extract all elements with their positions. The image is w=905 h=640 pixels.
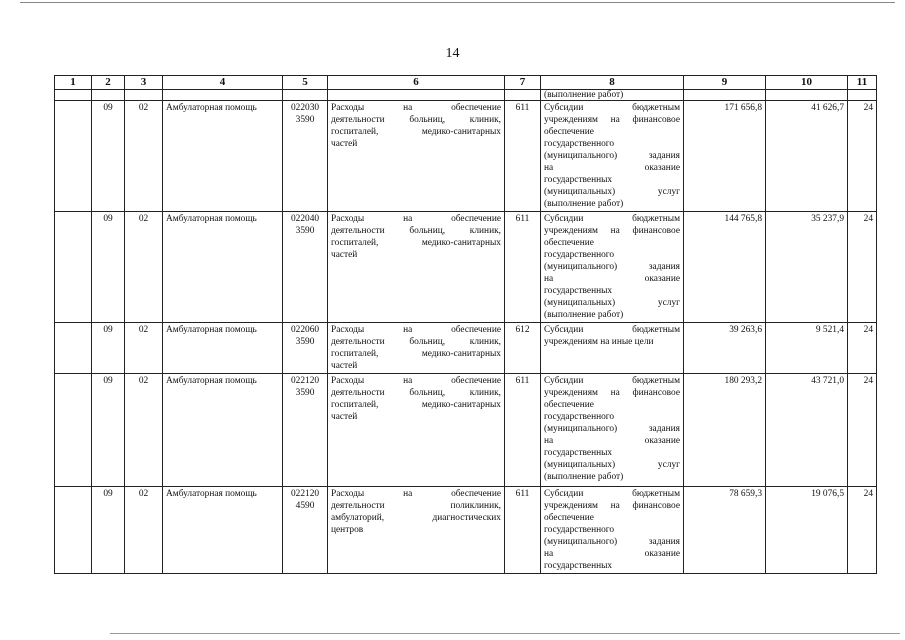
target-article-code-part2: 3590	[295, 388, 315, 398]
subsection-code: 02	[125, 487, 163, 574]
expense-type-name-line: государственного	[544, 139, 615, 149]
section-code: 09	[92, 212, 125, 323]
expense-type-name-line: учреждениям на финансовое	[544, 388, 680, 398]
target-article-code-part1: 022120	[290, 376, 320, 386]
expense-type-name-line: на оказание	[544, 549, 680, 559]
col-header-11: 11	[848, 76, 877, 90]
target-article-code	[283, 323, 328, 374]
expense-type-name-line: учреждениям на финансовое	[544, 115, 680, 125]
amount-col10: 19 076,5	[766, 487, 848, 574]
expense-type-name-line: обеспечение	[544, 238, 594, 248]
table-row	[55, 487, 877, 574]
target-article-name-line: деятельности поликлиник,	[331, 501, 501, 511]
expense-type-name	[541, 487, 684, 574]
target-article-name-line: Расходы на обеспечение	[331, 376, 501, 386]
expense-type-name-line: (муниципального) задания	[544, 537, 680, 547]
target-article-code	[283, 212, 328, 323]
target-article-code-part2: 3590	[295, 115, 315, 125]
target-article-code	[283, 374, 328, 487]
col-header-2: 2	[92, 76, 125, 90]
cell-col1	[55, 323, 92, 374]
col-header-6: 6	[328, 76, 505, 90]
amount-col10: 35 237,9	[766, 212, 848, 323]
percent-col11: 24	[848, 374, 877, 487]
target-article-name-line: деятельности больниц, клиник,	[331, 337, 501, 347]
target-article-code-part2: 3590	[295, 337, 315, 347]
expense-type-name-line: Субсидии бюджетным	[544, 325, 680, 335]
col-header-5: 5	[283, 76, 328, 90]
col-header-7: 7	[505, 76, 541, 90]
col-header-8: 8	[541, 76, 684, 90]
expense-type-name-line: (муниципального) задания	[544, 424, 680, 434]
expense-type-name-line: на оказание	[544, 274, 680, 284]
section-code: 09	[92, 487, 125, 574]
expense-type-name-line: Субсидии бюджетным	[544, 214, 680, 224]
expense-type-name-line: (муниципальных) услуг	[544, 298, 680, 308]
section-code: 09	[92, 101, 125, 212]
expense-type-name-line: государственных	[544, 175, 613, 185]
expense-type-name-line: на оказание	[544, 163, 680, 173]
expense-type-name-line: Субсидии бюджетным	[544, 103, 680, 113]
col-header-9: 9	[684, 76, 766, 90]
top-scan-rule	[20, 2, 895, 3]
expense-type-code: 612	[505, 323, 541, 374]
continuation-row	[55, 90, 877, 101]
cell-col1	[55, 101, 92, 212]
bottom-scan-rule	[110, 633, 900, 634]
expense-type-name-line: государственных	[544, 286, 613, 296]
section-name: Амбулаторная помощь	[163, 374, 283, 487]
section-code: 09	[92, 374, 125, 487]
target-article-name-line: Расходы на обеспечение	[331, 103, 501, 113]
target-article-name	[328, 212, 505, 323]
page-number: 14	[445, 46, 460, 61]
target-article-code-part1: 022120	[290, 489, 320, 499]
target-article-code-part2: 3590	[295, 226, 315, 236]
target-article-code-part1: 022030	[290, 103, 320, 113]
section-name: Амбулаторная помощь	[163, 487, 283, 574]
subsection-code: 02	[125, 101, 163, 212]
expense-type-name-line: (выполнение работ)	[544, 310, 624, 320]
target-article-name-line: амбулаторий, диагностических	[331, 513, 501, 523]
expense-type-name-line: учреждениям на финансовое	[544, 226, 680, 236]
target-article-name	[328, 374, 505, 487]
expense-type-name	[541, 374, 684, 487]
amount-col9: 180 293,2	[684, 374, 766, 487]
expense-type-name-line: на оказание	[544, 436, 680, 446]
section-name: Амбулаторная помощь	[163, 101, 283, 212]
amount-col9: 144 765,8	[684, 212, 766, 323]
expense-type-name-line: Субсидии бюджетным	[544, 489, 680, 499]
section-name: Амбулаторная помощь	[163, 323, 283, 374]
cell-col1	[55, 212, 92, 323]
amount-col10: 41 626,7	[766, 101, 848, 212]
section-name: Амбулаторная помощь	[163, 212, 283, 323]
target-article-name-line: Расходы на обеспечение	[331, 489, 501, 499]
target-article-name-line: госпиталей, медико-санитарных	[331, 238, 501, 248]
target-article-code	[283, 487, 328, 574]
expense-type-name-line: учреждениям на финансовое	[544, 501, 680, 511]
continuation-text: (выполнение работ)	[541, 90, 684, 101]
amount-col9: 78 659,3	[684, 487, 766, 574]
expense-type-name-line: (муниципального) задания	[544, 151, 680, 161]
expense-type-code: 611	[505, 101, 541, 212]
expense-type-code: 611	[505, 487, 541, 574]
target-article-name-line: деятельности больниц, клиник,	[331, 115, 501, 125]
expense-type-code: 611	[505, 374, 541, 487]
expense-type-name-line: (муниципальных) услуг	[544, 187, 680, 197]
target-article-name-line: частей	[331, 412, 358, 422]
header-row	[55, 76, 877, 90]
target-article-name	[328, 101, 505, 212]
expense-type-name	[541, 323, 684, 374]
target-article-code-part1: 022060	[290, 325, 320, 335]
target-article-name-line: госпиталей, медико-санитарных	[331, 127, 501, 137]
expense-type-name-line: обеспечение	[544, 400, 594, 410]
expense-type-name-line: государственных	[544, 561, 613, 571]
col-header-4: 4	[163, 76, 283, 90]
subsection-code: 02	[125, 374, 163, 487]
percent-col11: 24	[848, 487, 877, 574]
expense-type-name-line: обеспечение	[544, 513, 594, 523]
expense-type-name-line: государственного	[544, 250, 615, 260]
percent-col11: 24	[848, 323, 877, 374]
target-article-name-line: частей	[331, 250, 358, 260]
expense-type-name-line: государственных	[544, 448, 613, 458]
expense-type-name-line: государственного	[544, 412, 615, 422]
target-article-code	[283, 101, 328, 212]
expense-type-name-line: (выполнение работ)	[544, 199, 624, 209]
target-article-name-line: деятельности больниц, клиник,	[331, 226, 501, 236]
target-article-name-line: частей	[331, 139, 358, 149]
subsection-code: 02	[125, 323, 163, 374]
target-article-name-line: госпиталей, медико-санитарных	[331, 400, 501, 410]
amount-col9: 39 263,6	[684, 323, 766, 374]
target-article-name-line: госпиталей, медико-санитарных	[331, 349, 501, 359]
target-article-name-line: частей	[331, 361, 358, 371]
col-header-10: 10	[766, 76, 848, 90]
cell-col1	[55, 487, 92, 574]
expense-type-name	[541, 101, 684, 212]
target-article-code-part1: 022040	[290, 214, 320, 224]
amount-col9: 171 656,8	[684, 101, 766, 212]
expense-type-name-line: (выполнение работ)	[544, 472, 624, 482]
table-row	[55, 374, 877, 487]
table-row	[55, 323, 877, 374]
target-article-name-line: Расходы на обеспечение	[331, 214, 501, 224]
target-article-name-line: Расходы на обеспечение	[331, 325, 501, 335]
col-header-1: 1	[55, 76, 92, 90]
target-article-name-line: центров	[331, 525, 364, 535]
expense-type-code: 611	[505, 212, 541, 323]
cell-col1	[55, 374, 92, 487]
amount-col10: 9 521,4	[766, 323, 848, 374]
expense-type-name-line: учреждениям на иные цели	[544, 337, 654, 347]
col-header-3: 3	[125, 76, 163, 90]
subsection-code: 02	[125, 212, 163, 323]
target-article-name	[328, 487, 505, 574]
target-article-code-part2: 4590	[295, 501, 315, 511]
percent-col11: 24	[848, 101, 877, 212]
target-article-name	[328, 323, 505, 374]
budget-table	[54, 75, 877, 574]
expense-type-name-line: обеспечение	[544, 127, 594, 137]
amount-col10: 43 721,0	[766, 374, 848, 487]
table-row	[55, 212, 877, 323]
expense-type-name-line: Субсидии бюджетным	[544, 376, 680, 386]
expense-type-name-line: государственного	[544, 525, 615, 535]
table-row	[55, 101, 877, 212]
percent-col11: 24	[848, 212, 877, 323]
target-article-name-line: деятельности больниц, клиник,	[331, 388, 501, 398]
expense-type-name	[541, 212, 684, 323]
expense-type-name-line: (муниципальных) услуг	[544, 460, 680, 470]
section-code: 09	[92, 323, 125, 374]
expense-type-name-line: (муниципального) задания	[544, 262, 680, 272]
